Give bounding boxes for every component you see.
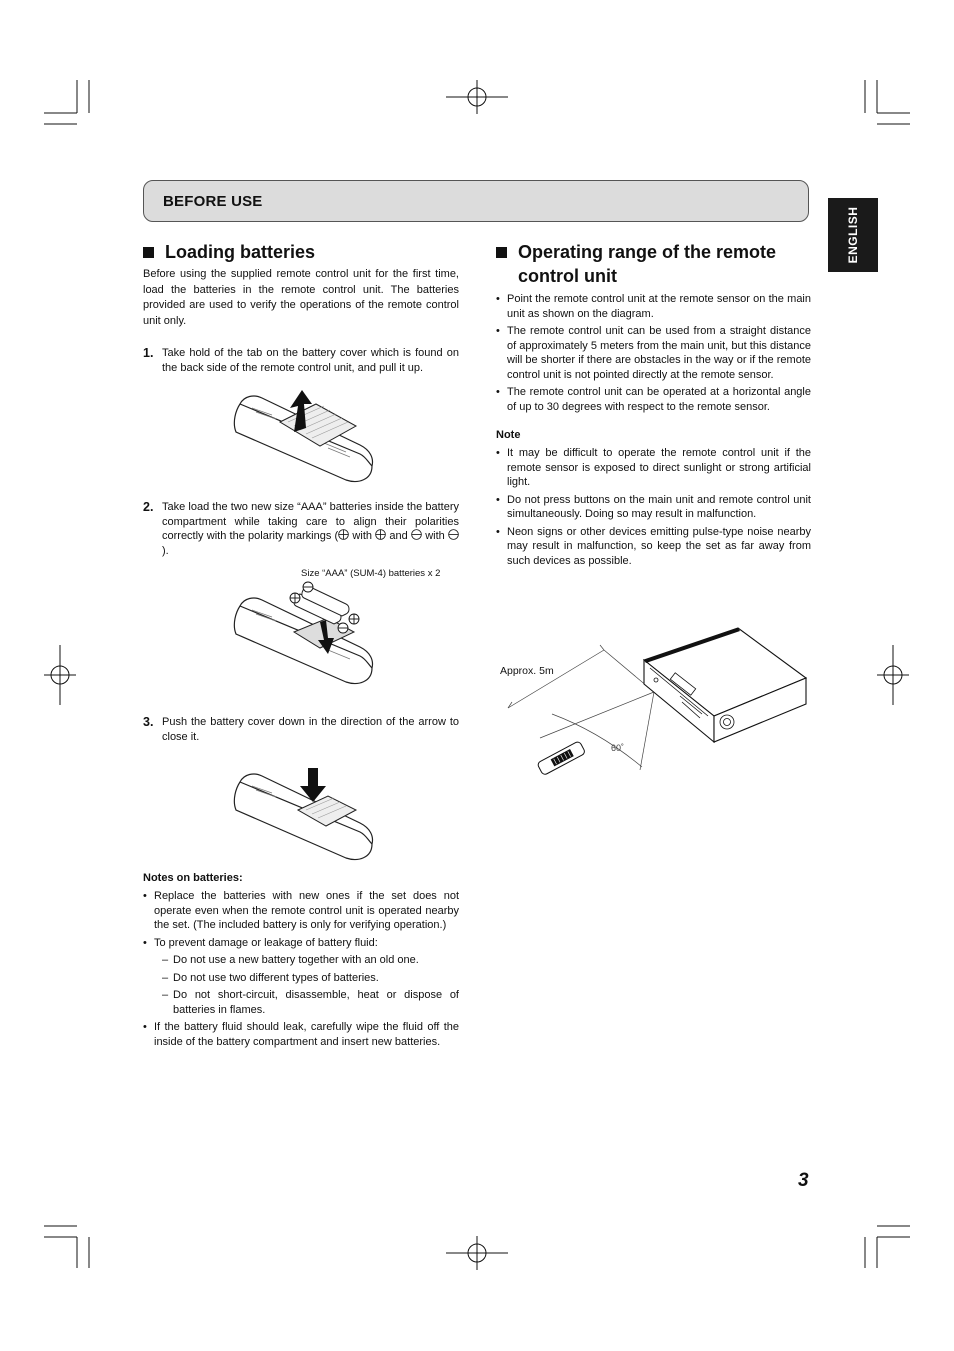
section-title: BEFORE USE <box>163 193 263 210</box>
battery-notes <box>143 871 459 1052</box>
step-1 <box>143 346 459 375</box>
page-number: 3 <box>798 1170 809 1191</box>
notes-title: Notes on batteries: <box>143 872 243 884</box>
range-bullet: • The remote control unit can be operated at a horizontal angle of up to 30 degrees with respect to the remote sensor. <box>496 386 811 413</box>
subnote-item: – Do not use two different types of batteries. <box>162 971 379 984</box>
step-2 <box>143 500 459 558</box>
angle-label: 60˚ <box>611 743 625 753</box>
battery-size-caption: Size “AAA” (SUM-4) batteries x 2 <box>301 568 441 579</box>
range-bullet: • Point the remote control unit at the remote sensor on the main unit as shown on the diagram. <box>496 293 811 320</box>
range-note: • Do not press buttons on the main unit and remote control unit simultaneously. Doing so may result in malfunction. <box>496 493 811 520</box>
step-number: 2. <box>143 500 154 514</box>
language-tab <box>828 198 878 272</box>
minus-polarity-icon <box>448 529 459 540</box>
section-header <box>143 180 809 222</box>
remote-close-cover-illustration <box>228 766 378 866</box>
note-item: • If the battery fluid should leak, carefully wipe the fluid off the inside of the battery compartment and insert new batteries. <box>143 1021 459 1048</box>
step-number: 1. <box>143 346 154 360</box>
range-note: • It may be difficult to operate the remote control unit if the remote sensor is exposed to direct sunlight or strong artificial light. <box>496 447 811 488</box>
loading-batteries-section <box>143 240 459 329</box>
square-bullet-icon <box>143 247 154 258</box>
square-bullet-icon <box>496 247 507 258</box>
step-text: Push the battery cover down in the direction of the arrow to close it. <box>162 716 459 743</box>
note-title: Note <box>496 429 521 441</box>
subnote-item: – Do not short-circuit, disassemble, heat or dispose of batteries in flames. <box>162 989 459 1016</box>
note-item: • To prevent damage or leakage of battery fluid: – Do not use a new battery together with an old one. – Do not use two different types of batteries. – Do not short-circuit, disassemble, heat or dispose of batteries in flames. <box>143 936 459 1016</box>
note-item: • Replace the batteries with new ones if the set does not operate even when the remote control unit is operated nearby the set. (The included battery is only for verifying operation.) <box>143 890 459 931</box>
distance-label: Approx. 5m <box>500 665 554 677</box>
range-note: • Neon signs or other devices emitting pulse-type noise nearby may result in malfunction, so keep the set as far away from such devices as possible. <box>496 525 811 567</box>
operating-range-section <box>496 240 811 571</box>
language-label: ENGLISH <box>846 206 860 264</box>
range-bullet: • The remote control unit can be used from a straight distance of approximately 5 meters from the main unit, but this distance will be shorter if there are obstacles in the way or if the remote control unit is not pointed directly at the remote sensor. <box>496 325 811 381</box>
remote-insert-batteries-illustration <box>228 580 378 690</box>
operating-range-diagram <box>500 620 810 780</box>
remote-open-cover-illustration <box>228 388 378 488</box>
minus-polarity-icon <box>411 529 422 540</box>
loading-title: Loading batteries <box>143 240 459 264</box>
step-text: Take hold of the tab on the battery cover which is found on the back side of the remote control unit, and pull it up. <box>162 347 459 374</box>
loading-intro: Before using the supplied remote control unit for the first time, load the batteries in the remote control unit. The batteries provided are used to verify the operations of the remote control unit only. <box>143 268 459 327</box>
step-number: 3. <box>143 715 154 729</box>
plus-polarity-icon <box>375 529 386 540</box>
range-title: Operating range of the remote control unit <box>496 240 811 288</box>
plus-polarity-icon <box>338 529 349 540</box>
subnote-item: – Do not use a new battery together with an old one. <box>162 954 419 966</box>
step-3 <box>143 715 459 744</box>
step-text: Take load the two new size “AAA” batteries inside the battery compartment while taking care to align their polarities correctly with the polarity markings ( with and with ). <box>162 501 459 557</box>
